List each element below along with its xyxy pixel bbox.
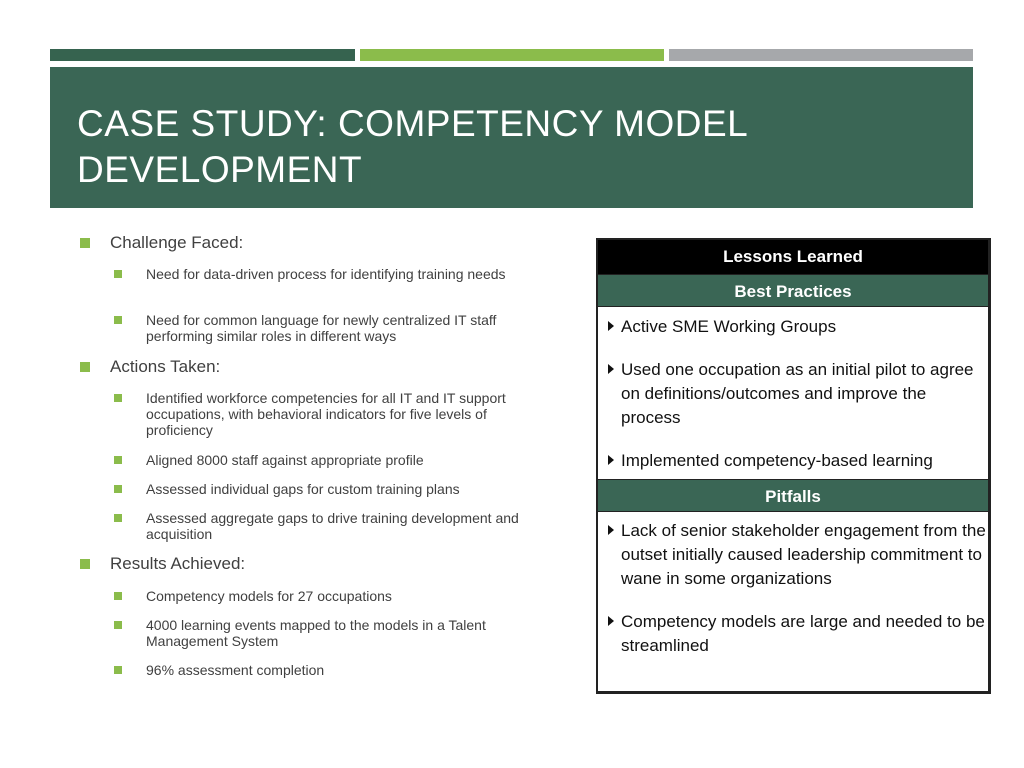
section-heading-results: Results Achieved: xyxy=(110,554,246,573)
list-item: Assessed aggregate gaps to drive training development and acquisition xyxy=(146,510,519,542)
square-bullet-icon xyxy=(114,592,122,600)
accent-bar-gray xyxy=(669,49,973,61)
square-bullet-icon xyxy=(114,485,122,493)
cell-text: Implemented competency-based learning xyxy=(621,451,933,470)
list-item: Competency models for 27 occupations xyxy=(146,588,392,604)
square-bullet-icon xyxy=(114,514,122,522)
square-bullet-icon xyxy=(80,238,90,248)
caret-right-icon xyxy=(608,525,614,535)
list-item: Identified workforce competencies for all IT and IT support occupations, with behavioral indicators for five levels of proficiency xyxy=(146,390,506,438)
caret-right-icon xyxy=(608,364,614,374)
table-cell xyxy=(608,610,988,658)
square-bullet-icon xyxy=(114,666,122,674)
square-bullet-icon xyxy=(114,456,122,464)
pitfalls-header: Pitfalls xyxy=(598,479,988,512)
best-practices-header: Best Practices xyxy=(598,274,988,307)
section-heading-challenge: Challenge Faced: xyxy=(110,233,244,252)
cell-text: Active SME Working Groups xyxy=(621,317,837,336)
table-cell xyxy=(608,519,988,591)
square-bullet-icon xyxy=(80,362,90,372)
square-bullet-icon xyxy=(114,394,122,402)
cell-text: Lack of senior stakeholder engagement from the outset initially caused leadership commitment to wane in some organizations xyxy=(621,521,986,588)
square-bullet-icon xyxy=(114,270,122,278)
slide-title: CASE STUDY: COMPETENCY MODEL DEVELOPMENT xyxy=(77,103,747,190)
caret-right-icon xyxy=(608,455,614,465)
table-header: Lessons Learned xyxy=(598,240,988,274)
list-item: Need for data-driven process for identifying training needs xyxy=(146,266,506,282)
list-item: Assessed individual gaps for custom training plans xyxy=(146,481,460,497)
square-bullet-icon xyxy=(80,559,90,569)
caret-right-icon xyxy=(608,321,614,331)
cell-text: Used one occupation as an initial pilot to agree on definitions/outcomes and improve the process xyxy=(621,360,974,427)
lessons-learned-table xyxy=(596,238,991,694)
section-heading-actions: Actions Taken: xyxy=(110,357,221,376)
table-cell xyxy=(608,358,988,430)
list-item: 4000 learning events mapped to the models in a Talent Management System xyxy=(146,617,486,649)
table-cell xyxy=(608,449,988,473)
list-item: Aligned 8000 staff against appropriate profile xyxy=(146,452,424,468)
caret-right-icon xyxy=(608,616,614,626)
cell-text: Competency models are large and needed to be streamlined xyxy=(621,612,985,655)
square-bullet-icon xyxy=(114,316,122,324)
table-cell xyxy=(608,315,988,339)
list-item: 96% assessment completion xyxy=(146,662,325,678)
list-item: Need for common language for newly centralized IT staff performing similar roles in different ways xyxy=(146,312,497,344)
square-bullet-icon xyxy=(114,621,122,629)
